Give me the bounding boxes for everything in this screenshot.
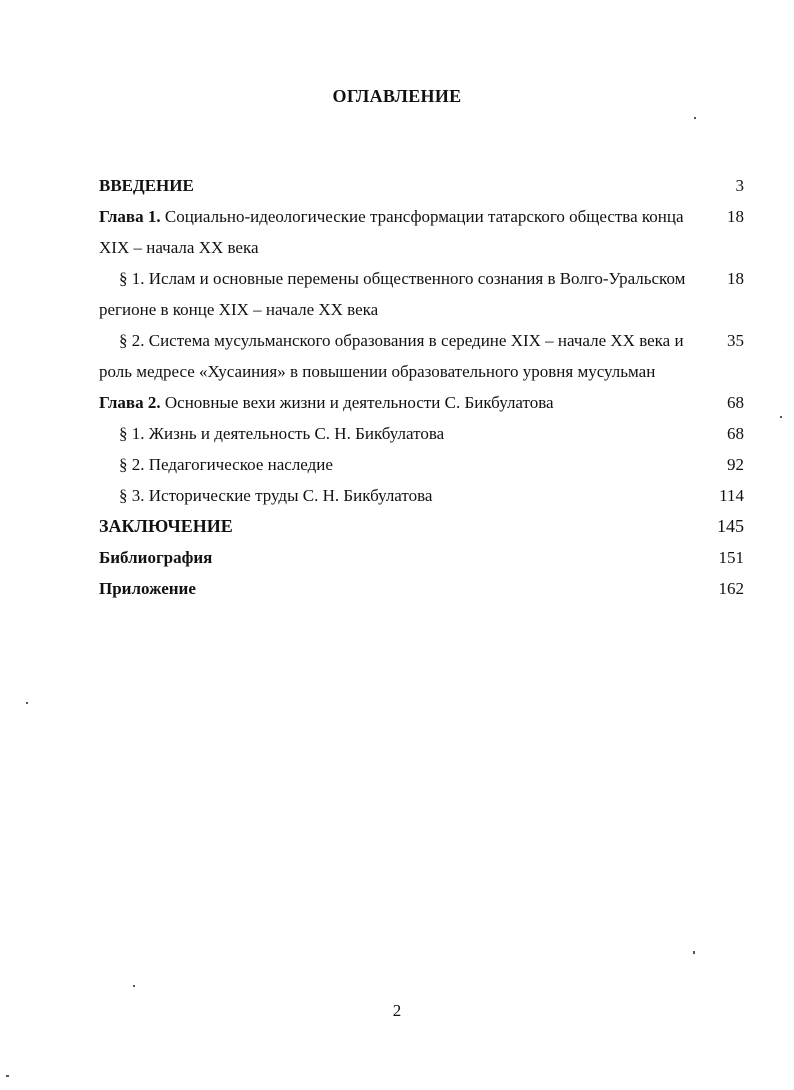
scan-speck — [6, 1075, 9, 1077]
toc-entry-text: Библиография — [99, 548, 213, 567]
toc-entry-page: 162 — [718, 579, 744, 598]
toc-entry-chapter-2[interactable] — [99, 387, 744, 418]
toc-chapter-label: Глава 2. — [99, 393, 161, 412]
toc-entry-text: § 2. Система мусульманского образования в середине XIX – начале XX века и роль медресе «Хусаиния» в повышении образовательного уровня мусульман — [99, 331, 684, 381]
toc-entry-text: Основные вехи жизни и деятельности С. Бикбулатова — [160, 393, 554, 412]
toc-entry-section-2-2[interactable] — [99, 449, 744, 480]
toc-entry-text: § 1. Ислам и основные перемены общественного сознания в Волго-Уральском регионе в конце XIX – начале XX века — [99, 269, 686, 319]
scan-speck — [694, 117, 696, 119]
scan-speck — [26, 702, 28, 704]
toc-entry-section-1-1[interactable] — [99, 263, 744, 325]
toc-entry-text: § 1. Жизнь и деятельность С. Н. Бикбулатова — [119, 424, 445, 443]
toc-entry-page: 92 — [727, 455, 744, 474]
page-number: 2 — [392, 1001, 402, 1020]
toc-entry-page: 114 — [719, 486, 744, 505]
toc-entry-chapter-1[interactable] — [99, 201, 744, 263]
scan-speck — [780, 416, 782, 418]
toc-entry-page: 18 — [727, 269, 744, 288]
toc-entry-conclusion[interactable] — [99, 511, 744, 542]
toc-entry-text: ЗАКЛЮЧЕНИЕ — [99, 516, 233, 536]
toc-entry-page: 68 — [727, 424, 744, 443]
toc-entry-text: ВВЕДЕНИЕ — [99, 176, 194, 195]
toc-entry-page: 35 — [727, 331, 744, 350]
toc-entry-text: § 2. Педагогическое наследие — [119, 455, 333, 474]
toc-entry-appendix[interactable] — [99, 573, 744, 604]
toc-entry-page: 145 — [717, 516, 744, 536]
toc-entry-text: Приложение — [99, 579, 196, 598]
toc-entry-text: Социально-идеологические трансформации татарского общества конца XIX – начала XX века — [99, 207, 684, 257]
table-of-contents — [99, 170, 744, 604]
toc-entry-page: 68 — [727, 393, 744, 412]
toc-entry-bibliography[interactable] — [99, 542, 744, 573]
toc-entry-page: 18 — [727, 207, 744, 226]
toc-entry-section-2-1[interactable] — [99, 418, 744, 449]
scan-speck — [693, 951, 695, 954]
page-title: ОГЛАВЛЕНИЕ — [332, 86, 462, 106]
toc-entry-section-1-2[interactable] — [99, 325, 744, 387]
toc-entry-page: 3 — [735, 176, 744, 195]
toc-entry-page: 151 — [718, 548, 744, 567]
toc-entry-section-2-3[interactable] — [99, 480, 744, 511]
scan-speck — [133, 985, 135, 987]
toc-entry-text: § 3. Исторические труды С. Н. Бикбулатова — [119, 486, 433, 505]
toc-chapter-label: Глава 1. — [99, 207, 161, 226]
toc-entry-introduction[interactable] — [99, 170, 744, 201]
